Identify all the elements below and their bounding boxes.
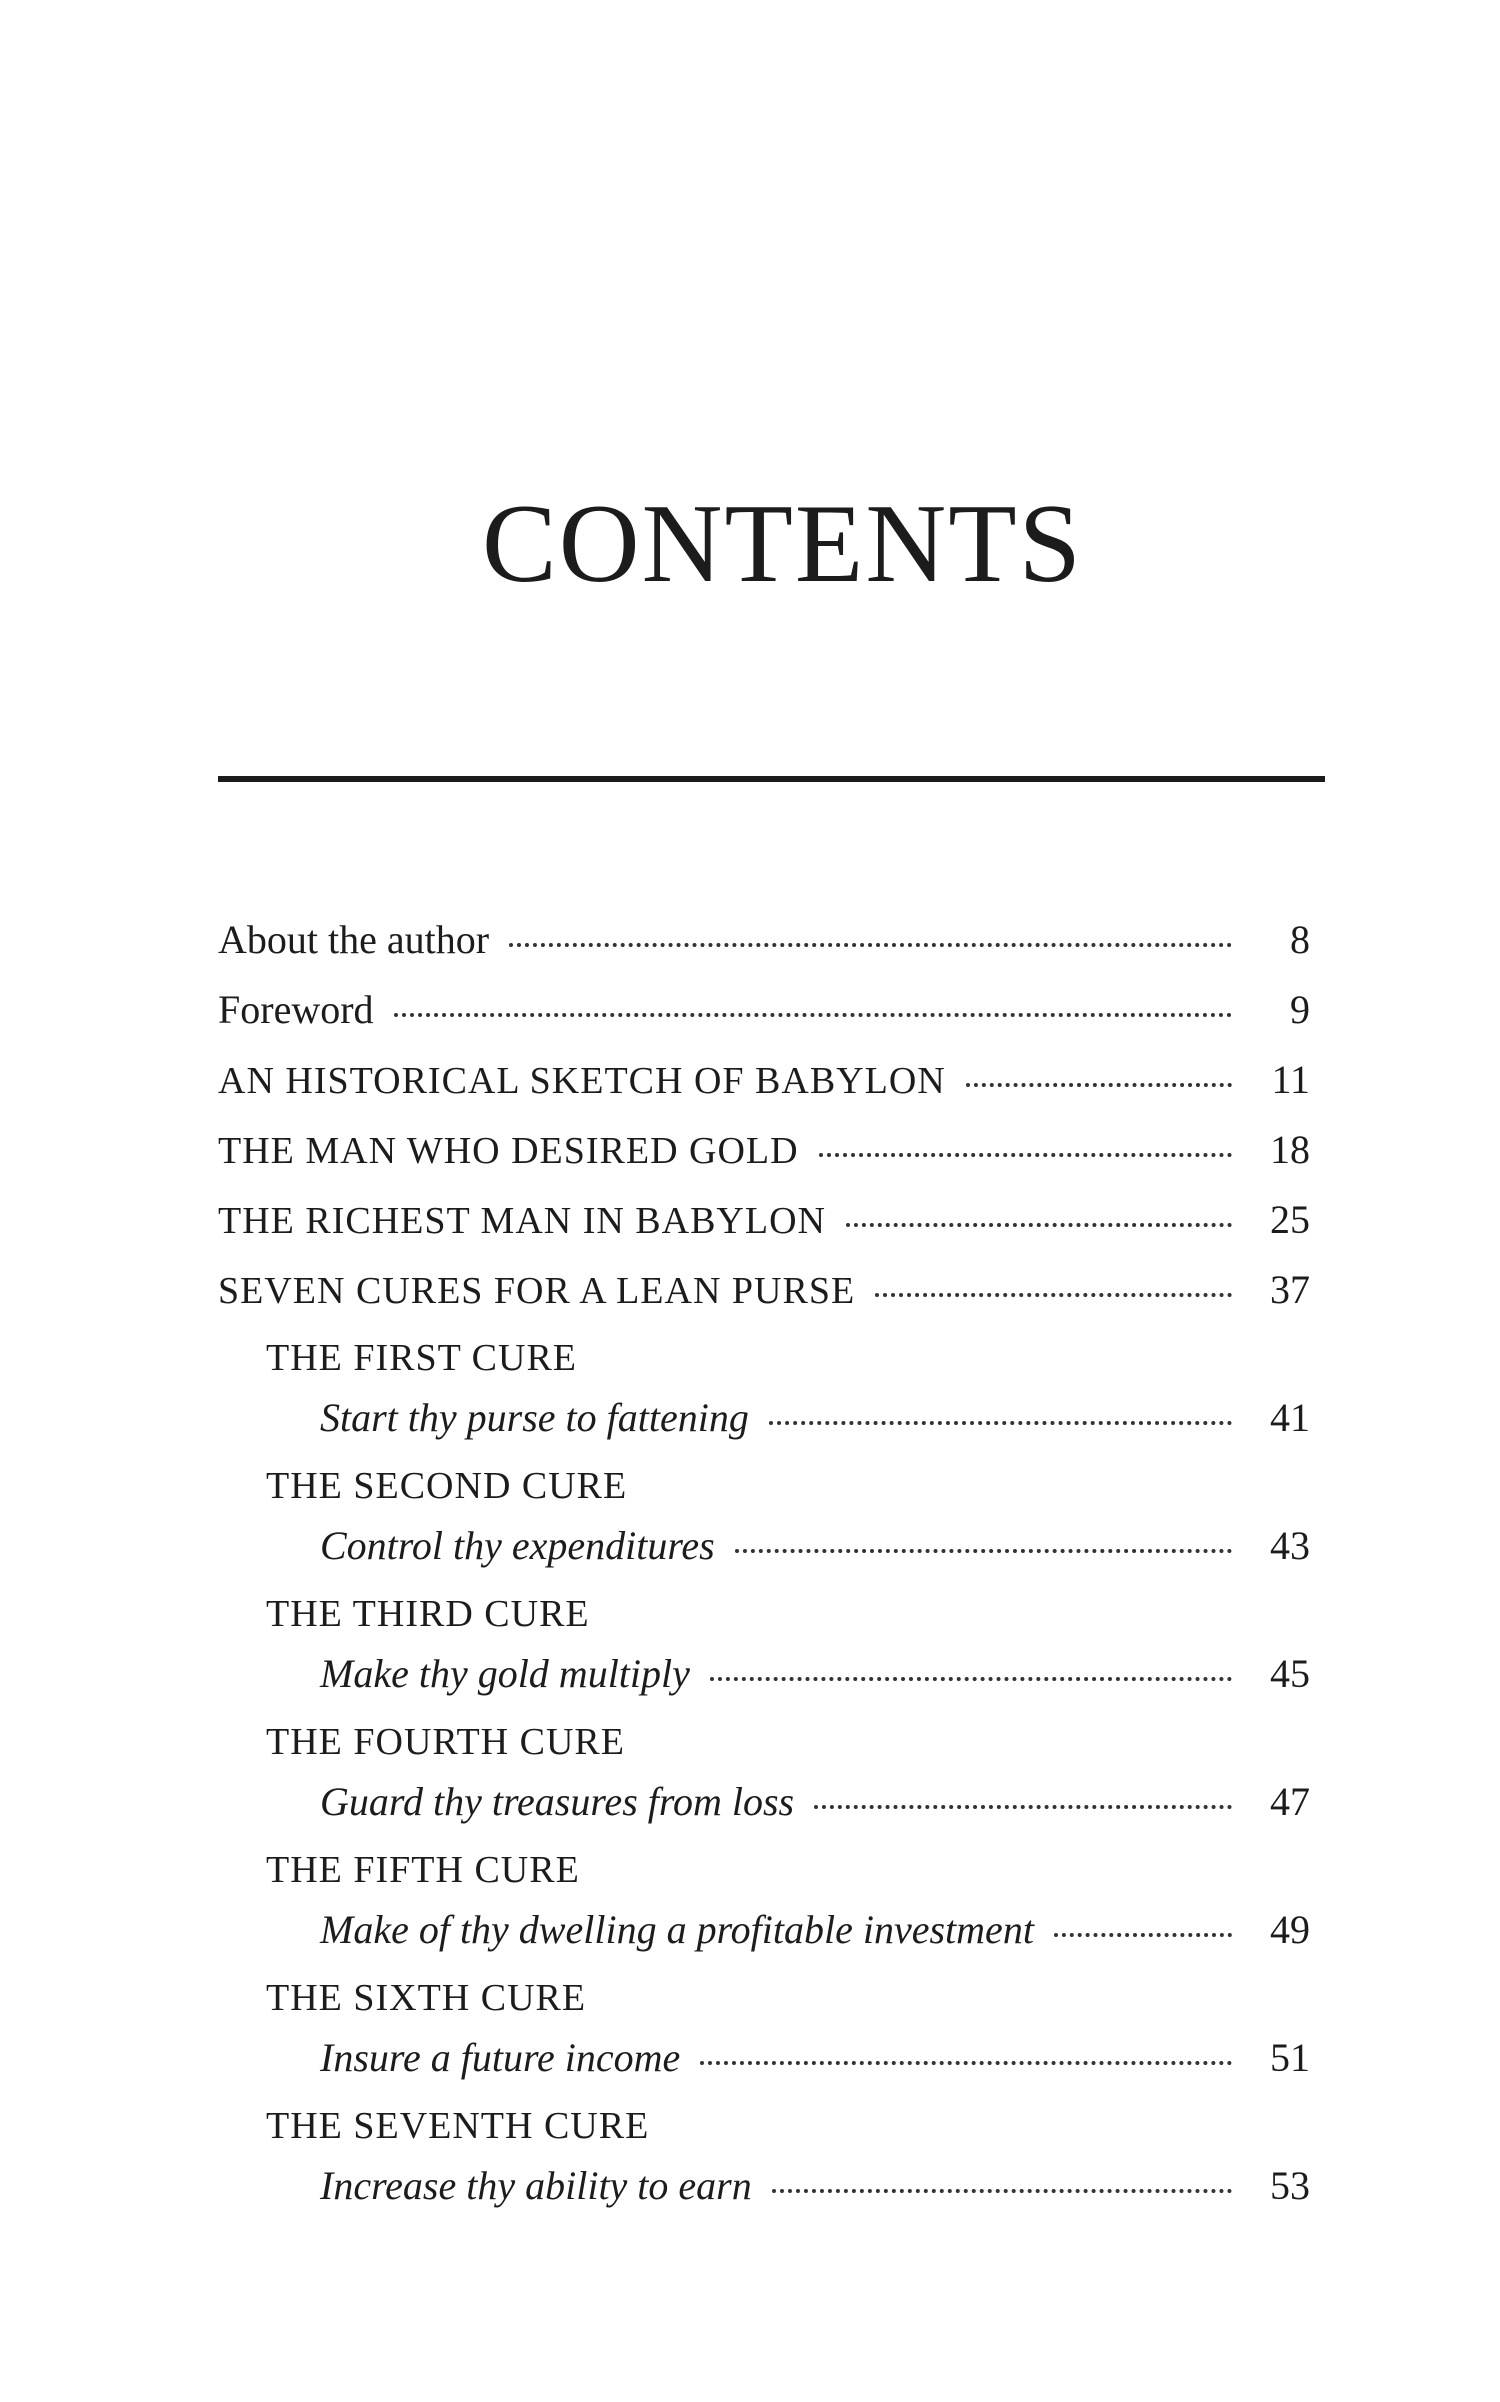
toc-entry-historical-sketch[interactable]: [218, 1058, 1310, 1103]
page-title: CONTENTS: [482, 482, 1083, 606]
dot-leader: [966, 1083, 1232, 1087]
toc-entry-label: SEVEN CURES FOR A LEAN PURSE: [218, 1270, 856, 1312]
toc-entry-label: Insure a future income: [320, 2035, 681, 2080]
cure-heading-fourth: THE FOURTH CURE: [266, 1721, 625, 1763]
toc-entry-page: 9: [1290, 987, 1310, 1032]
toc-entry-label: Guard thy treasures from loss: [320, 1779, 795, 1824]
toc-entry-label: Control thy expenditures: [320, 1523, 715, 1568]
toc-entry-page: 51: [1270, 2035, 1310, 2080]
dot-leader: [846, 1223, 1232, 1227]
toc-entry-first-cure[interactable]: [320, 1396, 1310, 1440]
toc-entry-label: THE RICHEST MAN IN BABYLON: [218, 1200, 826, 1242]
toc-entry-label: Increase thy ability to earn: [320, 2163, 752, 2208]
toc-entry-label: Start thy purse to fattening: [320, 1395, 749, 1440]
toc-entry-label: THE MAN WHO DESIRED GOLD: [218, 1130, 799, 1172]
toc-entry-man-desired-gold[interactable]: [218, 1128, 1310, 1173]
toc-entry-label: Make thy gold multiply: [320, 1651, 690, 1696]
toc-entry-about-author[interactable]: [218, 918, 1310, 962]
dot-leader: [700, 2061, 1232, 2065]
toc-entry-fifth-cure[interactable]: [320, 1908, 1310, 1952]
toc-entry-third-cure[interactable]: [320, 1652, 1310, 1696]
toc-entry-page: 53: [1270, 2163, 1310, 2208]
toc-entry-second-cure[interactable]: [320, 1524, 1310, 1568]
toc-entry-page: 43: [1270, 1523, 1310, 1568]
dot-leader: [769, 1421, 1232, 1425]
toc-entry-richest-man[interactable]: [218, 1198, 1310, 1243]
toc-entry-page: 8: [1290, 917, 1310, 962]
toc-entry-label: AN HISTORICAL SKETCH OF BABYLON: [218, 1060, 946, 1102]
toc-entry-page: 49: [1270, 1907, 1310, 1952]
cure-heading-third: THE THIRD CURE: [266, 1593, 590, 1635]
toc-entry-seven-cures[interactable]: [218, 1268, 1310, 1313]
toc-entry-page: 25: [1270, 1197, 1310, 1242]
toc-entry-label: Foreword: [218, 987, 374, 1032]
dot-leader: [394, 1013, 1232, 1017]
toc-entry-page: 11: [1271, 1057, 1310, 1102]
dot-leader: [772, 2189, 1232, 2193]
cure-heading-seventh: THE SEVENTH CURE: [266, 2105, 650, 2147]
toc-entry-page: 45: [1270, 1651, 1310, 1696]
toc-entry-fourth-cure[interactable]: [320, 1780, 1310, 1824]
dot-leader: [710, 1677, 1232, 1681]
cure-heading-first: THE FIRST CURE: [266, 1337, 578, 1379]
toc-entry-seventh-cure[interactable]: [320, 2164, 1310, 2208]
toc-entry-label: About the author: [218, 917, 490, 962]
dot-leader: [509, 943, 1232, 947]
toc-entry-sixth-cure[interactable]: [320, 2036, 1310, 2080]
cure-heading-sixth: THE SIXTH CURE: [266, 1977, 587, 2019]
cure-heading-fifth: THE FIFTH CURE: [266, 1849, 580, 1891]
dot-leader: [819, 1153, 1232, 1157]
toc-entry-page: 18: [1270, 1127, 1310, 1172]
toc-entry-page: 41: [1270, 1395, 1310, 1440]
dot-leader: [1054, 1933, 1232, 1937]
cure-heading-second: THE SECOND CURE: [266, 1465, 628, 1507]
dot-leader: [735, 1549, 1232, 1553]
dot-leader: [875, 1293, 1232, 1297]
toc-entry-page: 37: [1270, 1267, 1310, 1312]
toc-entry-label: Make of thy dwelling a profitable investment: [320, 1907, 1034, 1952]
dot-leader: [814, 1805, 1232, 1809]
toc-entry-foreword[interactable]: [218, 988, 1310, 1032]
toc-entry-page: 47: [1270, 1779, 1310, 1824]
